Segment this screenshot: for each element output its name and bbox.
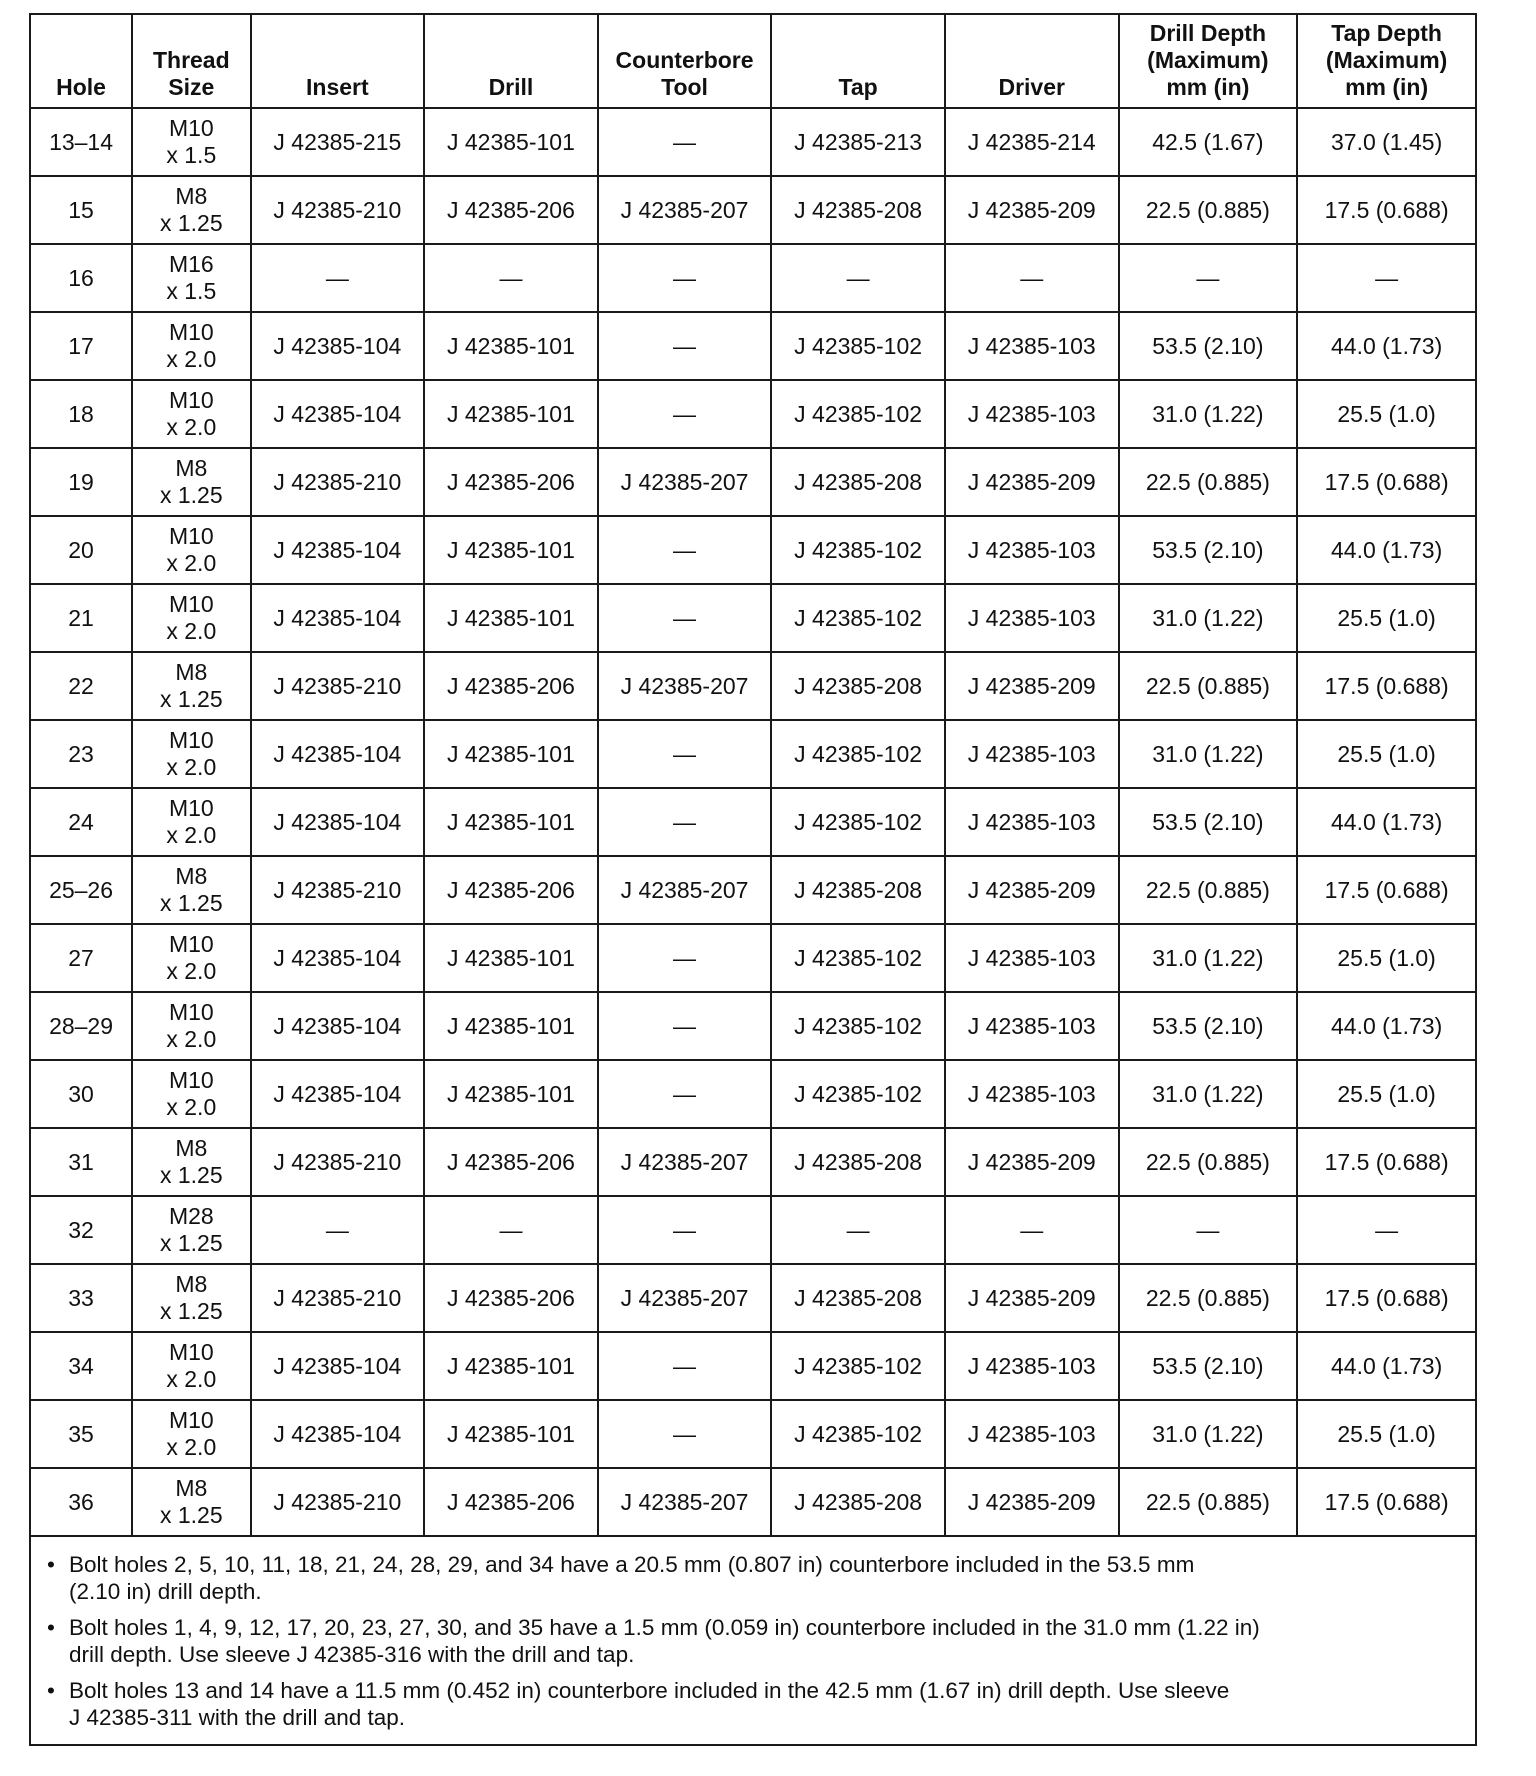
thread-line: M10: [168, 795, 214, 821]
thread-line: x 2.0: [166, 754, 217, 780]
cell-insert: J 42385-104: [251, 380, 425, 448]
cell-counterbore: —: [598, 516, 772, 584]
cell-hole: 32: [31, 1196, 132, 1264]
table-row: [31, 448, 1475, 516]
thread-line: x 1.25: [159, 890, 223, 916]
hole-spec-table: [31, 15, 1475, 1537]
thread-line: x 2.0: [166, 346, 217, 372]
cell-counterbore: J 42385-207: [598, 856, 772, 924]
thread-line: M10: [168, 1067, 214, 1093]
thread-line: M10: [168, 591, 214, 617]
cell-insert: J 42385-210: [251, 856, 425, 924]
cell-driver: J 42385-103: [945, 1332, 1119, 1400]
cell-drill-depth: 31.0 (1.22): [1119, 924, 1298, 992]
cell-tap-depth: 44.0 (1.73): [1297, 516, 1475, 584]
cell-hole: 31: [31, 1128, 132, 1196]
cell-tap: J 42385-102: [771, 1400, 945, 1468]
thread-line: M10: [168, 727, 214, 753]
cell-counterbore: —: [598, 1400, 772, 1468]
cell-driver: J 42385-209: [945, 1264, 1119, 1332]
cell-thread-size: [132, 448, 250, 516]
thread-line: x 1.25: [159, 482, 223, 508]
cell-hole: 22: [31, 652, 132, 720]
cell-driver: J 42385-103: [945, 380, 1119, 448]
cell-insert: J 42385-210: [251, 448, 425, 516]
header-counterbore-tool: Counterbore Tool: [598, 15, 772, 108]
cell-counterbore: —: [598, 788, 772, 856]
thread-line: M10: [168, 1407, 214, 1433]
thread-line: x 1.25: [159, 1298, 223, 1324]
bullet-icon: •: [47, 1615, 55, 1640]
cell-thread-size: [132, 1468, 250, 1536]
cell-drill: J 42385-206: [424, 176, 598, 244]
note-line: Bolt holes 1, 4, 9, 12, 17, 20, 23, 27, 30, and 35 have a 1.5 mm (0.059 in) counterbore included in the 31.0 mm (1.22 in): [69, 1615, 1260, 1640]
cell-tap-depth: 44.0 (1.73): [1297, 1332, 1475, 1400]
cell-driver: J 42385-103: [945, 992, 1119, 1060]
cell-insert: J 42385-210: [251, 176, 425, 244]
header-insert: Insert: [251, 15, 425, 108]
cell-tap: J 42385-102: [771, 924, 945, 992]
thread-line: x 1.5: [166, 142, 217, 168]
table-header: [31, 15, 1475, 108]
cell-driver: J 42385-209: [945, 176, 1119, 244]
cell-driver: J 42385-103: [945, 720, 1119, 788]
cell-drill-depth: 31.0 (1.22): [1119, 1400, 1298, 1468]
cell-drill: J 42385-101: [424, 108, 598, 176]
cell-drill-depth: 53.5 (2.10): [1119, 312, 1298, 380]
header-drill-depth: Drill Depth (Maximum) mm (in): [1119, 15, 1298, 108]
cell-tap-depth: 25.5 (1.0): [1297, 380, 1475, 448]
thread-line: x 1.25: [159, 1162, 223, 1188]
cell-counterbore: —: [598, 380, 772, 448]
cell-hole: 34: [31, 1332, 132, 1400]
cell-drill: J 42385-101: [424, 924, 598, 992]
table-row: [31, 1264, 1475, 1332]
cell-insert: J 42385-215: [251, 108, 425, 176]
cell-thread-size: [132, 584, 250, 652]
cell-counterbore: J 42385-207: [598, 1468, 772, 1536]
cell-insert: J 42385-104: [251, 312, 425, 380]
cell-hole: 18: [31, 380, 132, 448]
cell-tap: J 42385-213: [771, 108, 945, 176]
cell-drill: J 42385-206: [424, 652, 598, 720]
cell-drill: J 42385-101: [424, 720, 598, 788]
cell-drill: J 42385-101: [424, 1060, 598, 1128]
cell-drill: J 42385-206: [424, 1468, 598, 1536]
cell-drill: —: [424, 244, 598, 312]
cell-tap-depth: —: [1297, 244, 1475, 312]
cell-drill: J 42385-206: [424, 856, 598, 924]
cell-insert: J 42385-104: [251, 720, 425, 788]
cell-driver: —: [945, 244, 1119, 312]
cell-tap-depth: 17.5 (0.688): [1297, 652, 1475, 720]
thread-line: M10: [168, 999, 214, 1025]
thread-line: M8: [175, 1135, 208, 1161]
thread-line: M8: [175, 1475, 208, 1501]
cell-thread-size: [132, 176, 250, 244]
cell-insert: J 42385-210: [251, 1468, 425, 1536]
cell-tap: J 42385-102: [771, 992, 945, 1060]
cell-tap-depth: 25.5 (1.0): [1297, 720, 1475, 788]
header-drill: Drill: [424, 15, 598, 108]
cell-insert: J 42385-210: [251, 652, 425, 720]
cell-driver: J 42385-209: [945, 448, 1119, 516]
cell-counterbore: —: [598, 312, 772, 380]
cell-tap-depth: 44.0 (1.73): [1297, 312, 1475, 380]
cell-insert: J 42385-104: [251, 1060, 425, 1128]
cell-thread-size: [132, 1400, 250, 1468]
table-row: [31, 856, 1475, 924]
table-row: [31, 1128, 1475, 1196]
thread-line: M8: [175, 863, 208, 889]
notes-section: [31, 1537, 1475, 1731]
cell-drill: J 42385-101: [424, 516, 598, 584]
table-row: [31, 584, 1475, 652]
cell-counterbore: J 42385-207: [598, 176, 772, 244]
cell-hole: 36: [31, 1468, 132, 1536]
cell-thread-size: [132, 108, 250, 176]
cell-drill: J 42385-101: [424, 1332, 598, 1400]
cell-insert: J 42385-104: [251, 992, 425, 1060]
cell-counterbore: —: [598, 244, 772, 312]
cell-driver: —: [945, 1196, 1119, 1264]
cell-tap: —: [771, 244, 945, 312]
note-item: [47, 1677, 1459, 1731]
table-row: [31, 992, 1475, 1060]
cell-drill-depth: 22.5 (0.885): [1119, 448, 1298, 516]
cell-counterbore: J 42385-207: [598, 1264, 772, 1332]
thread-line: M10: [168, 387, 214, 413]
bullet-icon: •: [47, 1678, 55, 1703]
cell-drill-depth: 22.5 (0.885): [1119, 1468, 1298, 1536]
cell-tap: J 42385-208: [771, 1468, 945, 1536]
cell-counterbore: —: [598, 720, 772, 788]
cell-drill: J 42385-101: [424, 788, 598, 856]
cell-drill-depth: —: [1119, 244, 1298, 312]
cell-tap: J 42385-208: [771, 448, 945, 516]
cell-thread-size: [132, 856, 250, 924]
thread-line: M8: [175, 183, 208, 209]
cell-insert: J 42385-210: [251, 1264, 425, 1332]
cell-drill-depth: 31.0 (1.22): [1119, 1060, 1298, 1128]
cell-counterbore: —: [598, 1196, 772, 1264]
cell-tap-depth: 37.0 (1.45): [1297, 108, 1475, 176]
cell-drill: J 42385-101: [424, 992, 598, 1060]
cell-drill: J 42385-206: [424, 448, 598, 516]
cell-insert: J 42385-104: [251, 516, 425, 584]
cell-drill: J 42385-206: [424, 1264, 598, 1332]
table-row: [31, 720, 1475, 788]
thread-line: M16: [168, 251, 214, 277]
cell-drill: J 42385-101: [424, 312, 598, 380]
thread-line: M8: [175, 659, 208, 685]
cell-thread-size: [132, 652, 250, 720]
header-tap: Tap: [771, 15, 945, 108]
cell-thread-size: [132, 1264, 250, 1332]
cell-thread-size: [132, 992, 250, 1060]
cell-tap: J 42385-208: [771, 652, 945, 720]
cell-insert: J 42385-210: [251, 1128, 425, 1196]
table-row: [31, 380, 1475, 448]
cell-hole: 21: [31, 584, 132, 652]
table-row: [31, 516, 1475, 584]
cell-driver: J 42385-103: [945, 584, 1119, 652]
cell-thread-size: [132, 380, 250, 448]
table-row: [31, 1060, 1475, 1128]
cell-tap: J 42385-102: [771, 788, 945, 856]
table-row: [31, 1400, 1475, 1468]
cell-driver: J 42385-103: [945, 516, 1119, 584]
thread-line: x 1.25: [159, 1502, 223, 1528]
thread-line: x 1.25: [159, 1230, 223, 1256]
note-line: (2.10 in) drill depth.: [69, 1579, 262, 1604]
cell-tap-depth: 25.5 (1.0): [1297, 584, 1475, 652]
cell-hole: 15: [31, 176, 132, 244]
thread-line: x 2.0: [166, 1094, 217, 1120]
cell-insert: —: [251, 1196, 425, 1264]
cell-tap-depth: 44.0 (1.73): [1297, 992, 1475, 1060]
thread-line: M10: [168, 523, 214, 549]
cell-counterbore: J 42385-207: [598, 1128, 772, 1196]
note-item: [47, 1551, 1459, 1605]
thread-line: M8: [175, 455, 208, 481]
cell-drill: J 42385-101: [424, 380, 598, 448]
cell-drill-depth: 22.5 (0.885): [1119, 1128, 1298, 1196]
header-tap-depth: Tap Depth (Maximum) mm (in): [1297, 15, 1475, 108]
cell-tap-depth: 17.5 (0.688): [1297, 1128, 1475, 1196]
cell-drill-depth: 53.5 (2.10): [1119, 992, 1298, 1060]
cell-insert: J 42385-104: [251, 584, 425, 652]
cell-drill: J 42385-101: [424, 584, 598, 652]
thread-line: M10: [168, 931, 214, 957]
table-row: [31, 1196, 1475, 1264]
table-row: [31, 788, 1475, 856]
cell-hole: 17: [31, 312, 132, 380]
cell-tap-depth: 25.5 (1.0): [1297, 924, 1475, 992]
thread-line: x 2.0: [166, 822, 217, 848]
thread-line: x 1.25: [159, 686, 223, 712]
cell-tap: J 42385-208: [771, 856, 945, 924]
spec-document: [29, 13, 1477, 1746]
cell-driver: J 42385-103: [945, 924, 1119, 992]
cell-tap: J 42385-102: [771, 584, 945, 652]
cell-driver: J 42385-103: [945, 312, 1119, 380]
cell-tap: J 42385-102: [771, 1060, 945, 1128]
cell-counterbore: —: [598, 584, 772, 652]
cell-thread-size: [132, 244, 250, 312]
cell-hole: 13–14: [31, 108, 132, 176]
thread-line: M10: [168, 115, 214, 141]
table-row: [31, 108, 1475, 176]
cell-counterbore: —: [598, 108, 772, 176]
cell-hole: 19: [31, 448, 132, 516]
table-row: [31, 924, 1475, 992]
cell-drill: J 42385-206: [424, 1128, 598, 1196]
cell-thread-size: [132, 1128, 250, 1196]
cell-drill-depth: 22.5 (0.885): [1119, 1264, 1298, 1332]
thread-line: x 2.0: [166, 550, 217, 576]
cell-drill-depth: —: [1119, 1196, 1298, 1264]
note-line: Bolt holes 2, 5, 10, 11, 18, 21, 24, 28, 29, and 34 have a 20.5 mm (0.807 in) counterbore included in the 53.5 mm: [69, 1552, 1195, 1577]
cell-tap-depth: 17.5 (0.688): [1297, 176, 1475, 244]
thread-line: x 2.0: [166, 1434, 217, 1460]
cell-driver: J 42385-103: [945, 788, 1119, 856]
thread-line: x 2.0: [166, 958, 217, 984]
thread-line: M10: [168, 1339, 214, 1365]
cell-tap-depth: 17.5 (0.688): [1297, 1468, 1475, 1536]
cell-drill: J 42385-101: [424, 1400, 598, 1468]
cell-thread-size: [132, 1196, 250, 1264]
cell-tap-depth: 17.5 (0.688): [1297, 856, 1475, 924]
cell-drill-depth: 22.5 (0.885): [1119, 176, 1298, 244]
table-row: [31, 1468, 1475, 1536]
cell-drill: —: [424, 1196, 598, 1264]
cell-insert: J 42385-104: [251, 1400, 425, 1468]
table-row: [31, 1332, 1475, 1400]
table-body: [31, 108, 1475, 1536]
cell-insert: J 42385-104: [251, 788, 425, 856]
cell-tap: —: [771, 1196, 945, 1264]
cell-counterbore: —: [598, 924, 772, 992]
cell-hole: 33: [31, 1264, 132, 1332]
cell-thread-size: [132, 788, 250, 856]
bullet-icon: •: [47, 1552, 55, 1577]
cell-driver: J 42385-209: [945, 1128, 1119, 1196]
cell-tap-depth: —: [1297, 1196, 1475, 1264]
cell-tap-depth: 25.5 (1.0): [1297, 1400, 1475, 1468]
cell-tap-depth: 17.5 (0.688): [1297, 1264, 1475, 1332]
cell-tap: J 42385-208: [771, 1128, 945, 1196]
cell-drill-depth: 42.5 (1.67): [1119, 108, 1298, 176]
cell-tap: J 42385-102: [771, 1332, 945, 1400]
cell-drill-depth: 22.5 (0.885): [1119, 856, 1298, 924]
note-item: [47, 1614, 1459, 1668]
table-row: [31, 312, 1475, 380]
thread-line: x 1.25: [159, 210, 223, 236]
cell-tap: J 42385-102: [771, 720, 945, 788]
cell-insert: J 42385-104: [251, 924, 425, 992]
cell-driver: J 42385-209: [945, 1468, 1119, 1536]
cell-thread-size: [132, 312, 250, 380]
cell-hole: 24: [31, 788, 132, 856]
cell-hole: 35: [31, 1400, 132, 1468]
cell-drill-depth: 53.5 (2.10): [1119, 516, 1298, 584]
cell-drill-depth: 31.0 (1.22): [1119, 380, 1298, 448]
cell-tap-depth: 25.5 (1.0): [1297, 1060, 1475, 1128]
cell-drill-depth: 53.5 (2.10): [1119, 788, 1298, 856]
cell-insert: —: [251, 244, 425, 312]
table-row: [31, 652, 1475, 720]
cell-tap: J 42385-208: [771, 1264, 945, 1332]
cell-hole: 27: [31, 924, 132, 992]
cell-tap: J 42385-102: [771, 380, 945, 448]
thread-line: x 2.0: [166, 1026, 217, 1052]
cell-driver: J 42385-209: [945, 856, 1119, 924]
cell-driver: J 42385-103: [945, 1060, 1119, 1128]
note-line: drill depth. Use sleeve J 42385-316 with the drill and tap.: [69, 1642, 635, 1667]
cell-thread-size: [132, 516, 250, 584]
table-row: [31, 176, 1475, 244]
cell-counterbore: —: [598, 1060, 772, 1128]
cell-tap: J 42385-102: [771, 516, 945, 584]
cell-hole: 28–29: [31, 992, 132, 1060]
thread-line: x 2.0: [166, 1366, 217, 1392]
cell-counterbore: —: [598, 1332, 772, 1400]
cell-hole: 30: [31, 1060, 132, 1128]
cell-tap: J 42385-102: [771, 312, 945, 380]
header-row: [31, 15, 1475, 108]
cell-hole: 23: [31, 720, 132, 788]
cell-drill-depth: 53.5 (2.10): [1119, 1332, 1298, 1400]
thread-line: x 1.5: [166, 278, 217, 304]
cell-driver: J 42385-209: [945, 652, 1119, 720]
cell-hole: 16: [31, 244, 132, 312]
header-hole: Hole: [31, 15, 132, 108]
cell-thread-size: [132, 1060, 250, 1128]
cell-counterbore: —: [598, 992, 772, 1060]
thread-line: x 2.0: [166, 618, 217, 644]
cell-drill-depth: 22.5 (0.885): [1119, 652, 1298, 720]
cell-hole: 25–26: [31, 856, 132, 924]
cell-thread-size: [132, 924, 250, 992]
cell-tap: J 42385-208: [771, 176, 945, 244]
cell-counterbore: J 42385-207: [598, 652, 772, 720]
cell-driver: J 42385-103: [945, 1400, 1119, 1468]
cell-thread-size: [132, 1332, 250, 1400]
cell-hole: 20: [31, 516, 132, 584]
cell-tap-depth: 17.5 (0.688): [1297, 448, 1475, 516]
header-thread-size: Thread Size: [132, 15, 250, 108]
note-line: Bolt holes 13 and 14 have a 11.5 mm (0.452 in) counterbore included in the 42.5 mm (1.67 in) drill depth. Use sleeve: [69, 1678, 1230, 1703]
note-line: J 42385-311 with the drill and tap.: [69, 1705, 406, 1730]
header-driver: Driver: [945, 15, 1119, 108]
thread-line: x 2.0: [166, 414, 217, 440]
thread-line: M8: [175, 1271, 208, 1297]
cell-tap-depth: 44.0 (1.73): [1297, 788, 1475, 856]
cell-insert: J 42385-104: [251, 1332, 425, 1400]
thread-line: M10: [168, 319, 214, 345]
table-row: [31, 244, 1475, 312]
cell-drill-depth: 31.0 (1.22): [1119, 720, 1298, 788]
thread-line: M28: [168, 1203, 214, 1229]
cell-thread-size: [132, 720, 250, 788]
cell-driver: J 42385-214: [945, 108, 1119, 176]
cell-counterbore: J 42385-207: [598, 448, 772, 516]
cell-drill-depth: 31.0 (1.22): [1119, 584, 1298, 652]
